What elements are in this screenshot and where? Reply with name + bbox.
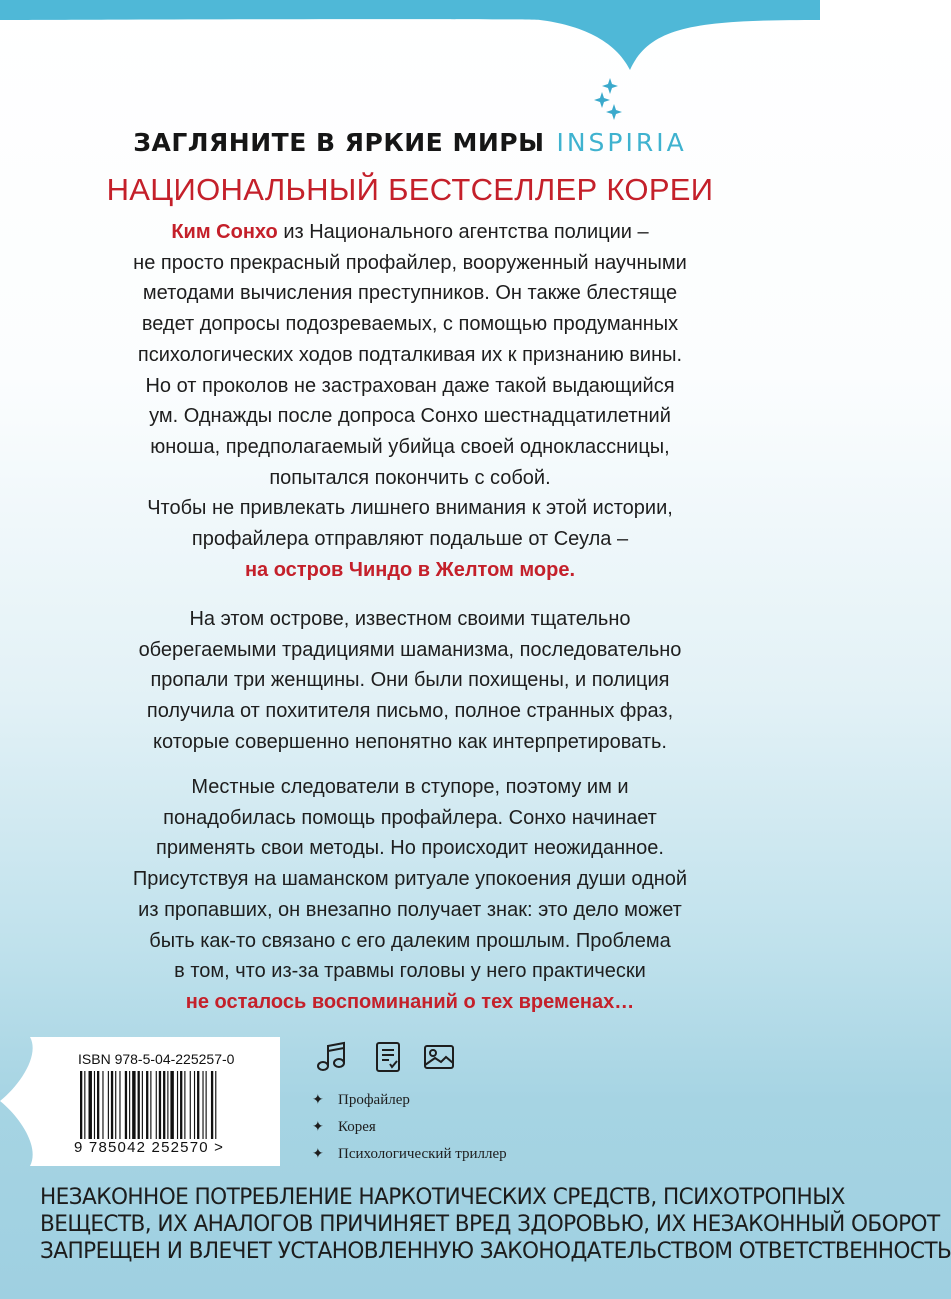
barcode-bar	[125, 1071, 127, 1139]
annotation-paragraph-3	[60, 772, 760, 1018]
barcode-bar	[97, 1071, 99, 1139]
body-text: оберегаемыми традициями шаманизма, последовательно	[138, 638, 682, 661]
annotation-line	[60, 371, 760, 402]
music-note-icon	[314, 1040, 348, 1074]
star-bullet-icon: ✦	[312, 1119, 324, 1135]
body-text: методами вычисления преступников. Он также блестяще	[142, 282, 678, 305]
annotation-line	[60, 309, 760, 340]
warning-line: ЗАПРЕЩЕН И ВЛЕЧЕТ УСТАНОВЛЕННУЮ ЗАКОНОДАТЕЛЬСТВОМ ОТВЕТСТВЕННОСТЬ	[40, 1238, 951, 1264]
annotation-paragraph-2	[60, 604, 760, 758]
barcode-bar	[111, 1071, 113, 1139]
barcode-bar	[159, 1071, 161, 1139]
annotation-line	[60, 401, 760, 432]
barcode-bar	[177, 1071, 178, 1139]
barcode-bar	[129, 1071, 130, 1139]
sparkle-icon	[590, 78, 630, 122]
body-text: получила от похитителя письмо, полное странных фраз,	[146, 700, 674, 723]
barcode-label-notch	[0, 1037, 62, 1166]
highlight-text: на остров Чиндо в Желтом море.	[244, 558, 576, 581]
barcode-bar	[170, 1071, 173, 1139]
annotation-line	[60, 696, 760, 727]
annotation-line	[60, 895, 760, 926]
highlight-text: Ким Сонхо	[171, 221, 278, 243]
genre-tag	[312, 1146, 507, 1173]
annotation-line	[60, 635, 760, 666]
barcode-bar	[115, 1071, 116, 1139]
annotation-line	[60, 803, 760, 834]
annotation-line	[60, 833, 760, 864]
annotation-line	[60, 432, 760, 463]
barcode-label	[60, 1037, 280, 1166]
body-text: которые совершенно непонятно как интерпретировать.	[153, 730, 667, 753]
annotation-line	[60, 956, 760, 987]
barcode-bar	[211, 1071, 213, 1139]
body-text: Чтобы не привлекать лишнего внимания к этой истории,	[147, 497, 673, 520]
warning-line: ВЕЩЕСТВ, ИХ АНАЛОГОВ ПРИЧИНЯЕТ ВРЕД ЗДОРОВЬЮ, ИХ НЕЗАКОННЫЙ ОБОРОТ	[40, 1211, 940, 1237]
annotation-line	[60, 987, 760, 1018]
barcode-bar	[94, 1071, 95, 1139]
barcode-bars	[78, 1071, 258, 1139]
body-text: пропали три женщины. Они были похищены, и полиция	[150, 669, 670, 692]
barcode-bar	[180, 1071, 182, 1139]
body-text: Присутствуя на шаманском ритуале упокоения души одной	[132, 868, 688, 891]
genre-tags	[312, 1092, 507, 1173]
image-icon	[422, 1040, 456, 1074]
warning-line: НЕЗАКОННОЕ ПОТРЕБЛЕНИЕ НАРКОТИЧЕСКИХ СРЕДСТВ, ПСИХОТРОПНЫХ	[40, 1184, 845, 1210]
barcode-bar	[156, 1071, 157, 1139]
ebook-icon	[371, 1040, 405, 1074]
annotation-line	[60, 524, 760, 555]
annotation-line	[60, 217, 760, 248]
barcode-bar	[119, 1071, 120, 1139]
body-text: юноша, предполагаемый убийца своей одноклассницы,	[150, 435, 670, 458]
barcode-bar	[84, 1071, 85, 1139]
star-bullet-icon: ✦	[312, 1146, 324, 1162]
highlight-text: не осталось воспоминаний о тех временах…	[185, 990, 635, 1013]
barcode-bar	[184, 1071, 185, 1139]
annotation-line	[60, 772, 760, 803]
barcode-bar	[206, 1071, 207, 1139]
annotation-line	[60, 604, 760, 635]
body-text: из пропавших, он внезапно получает знак: это дело может	[138, 898, 682, 921]
barcode-digits: 9 785042 252570 >	[74, 1139, 225, 1156]
body-text: На этом острове, известном своими тщательно	[189, 608, 631, 630]
health-warning	[40, 1184, 951, 1265]
barcode-bar	[146, 1071, 148, 1139]
body-text: профайлера отправляют подальше от Сеула –	[191, 528, 629, 551]
body-text: попытался покончить с собой.	[269, 466, 551, 489]
barcode-bar	[202, 1071, 203, 1139]
genre-tag-label: Корея	[338, 1119, 376, 1135]
annotation-line	[60, 555, 760, 586]
barcode-bar	[215, 1071, 216, 1139]
barcode-bar	[167, 1071, 168, 1139]
annotation-paragraph-1	[60, 217, 760, 585]
body-text: быть как-то связано с его далеким прошлым. Проблема	[149, 929, 671, 952]
bestseller-subhead: НАЦИОНАЛЬНЫЙ БЕСТСЕЛЛЕР КОРЕИ	[106, 172, 714, 207]
format-icons	[314, 1040, 464, 1080]
body-text: не просто прекрасный профайлер, вооруженный научными	[133, 251, 687, 274]
annotation-line	[60, 727, 760, 758]
annotation-line	[60, 340, 760, 371]
barcode-bar	[142, 1071, 143, 1139]
star-bullet-icon: ✦	[312, 1092, 324, 1108]
isbn-text: ISBN 978-5-04-225257-0	[78, 1051, 235, 1067]
barcode-bar	[80, 1071, 82, 1139]
top-wave-decoration	[0, 0, 820, 80]
annotation-line	[60, 278, 760, 309]
body-text: понадобилась помощь профайлера. Сонхо начинает	[163, 806, 657, 829]
series-headline-text: ЗАГЛЯНИТЕ В ЯРКИЕ МИРЫ	[133, 128, 545, 157]
annotation-line	[60, 665, 760, 696]
brand-logo-text: INSPIRIA	[556, 128, 687, 157]
annotation-line	[60, 864, 760, 895]
body-text: психологических ходов подталкивая их к признанию вины.	[137, 343, 683, 366]
body-text: Но от проколов не застрахован даже такой выдающийся	[145, 374, 675, 397]
barcode-bar	[108, 1071, 109, 1139]
genre-tag-label: Психологический триллер	[338, 1146, 507, 1162]
annotation-line	[60, 463, 760, 494]
body-text: ведет допросы подозреваемых, с помощью продуманных	[141, 313, 679, 336]
body-text: в том, что из-за травмы головы у него практически	[174, 960, 646, 983]
barcode-bar	[150, 1071, 151, 1139]
annotation-line	[60, 248, 760, 279]
genre-tag	[312, 1092, 507, 1119]
barcode-bar	[89, 1071, 92, 1139]
body-text: применять свои методы. Но происходит неожиданное.	[156, 837, 664, 860]
body-text: из Национального агентства полиции –	[277, 221, 649, 243]
genre-tag	[312, 1119, 507, 1146]
annotation-line	[60, 926, 760, 957]
barcode-bar	[197, 1071, 199, 1139]
barcode-bar	[138, 1071, 140, 1139]
barcode-bar	[194, 1071, 195, 1139]
barcode-bar	[190, 1071, 191, 1139]
body-text: ум. Однажды после допроса Сонхо шестнадцатилетний	[149, 405, 671, 428]
genre-tag-label: Профайлер	[338, 1092, 410, 1108]
barcode-bar	[132, 1071, 135, 1139]
barcode-bar	[163, 1071, 165, 1139]
series-headline	[0, 128, 820, 157]
body-text: Местные следователи в ступоре, поэтому им и	[191, 776, 629, 798]
barcode-bar	[102, 1071, 103, 1139]
annotation-line	[60, 493, 760, 524]
